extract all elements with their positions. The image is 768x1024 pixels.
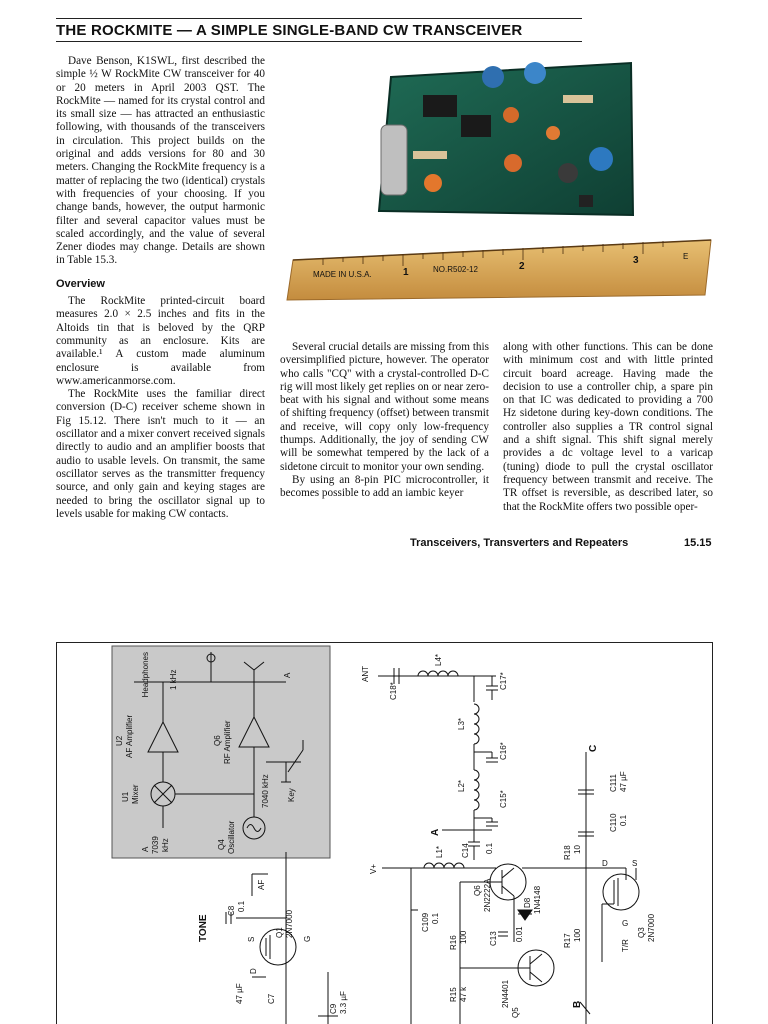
label-ant: ANT (361, 666, 370, 682)
label-key: Key (287, 788, 296, 802)
label-c9: C9 (329, 1003, 338, 1014)
ruler-model: NO.R502-12 (433, 265, 478, 274)
label-r17-value: 100 (573, 928, 582, 942)
overview-heading: Overview (56, 277, 105, 290)
ruler-made-in: MADE IN U.S.A. (313, 270, 372, 279)
circuit-board (379, 63, 633, 215)
label-q1-d: D (249, 968, 258, 974)
label-q1-g: G (303, 935, 312, 942)
label-freq-a: A (141, 846, 150, 852)
label-q6-block: Q6 (213, 735, 222, 746)
label-q3-d: D (602, 859, 608, 868)
label-rf-amplifier: RF Amplifier (223, 720, 232, 764)
label-c14-value: 0.1 (485, 842, 494, 854)
label-l1: L1* (435, 845, 444, 858)
label-tr: T/R (621, 939, 630, 952)
label-c14: C14 (461, 843, 470, 858)
label-q6: Q6 (473, 885, 482, 896)
resistor-1 (563, 95, 593, 103)
capacitor-orange-1 (503, 107, 519, 123)
label-c15: C15* (499, 790, 508, 808)
label-q3-s: S (632, 859, 638, 868)
label-c110-value: 0.1 (619, 814, 628, 826)
label-c17: C17* (499, 672, 508, 690)
schematic-figure (56, 642, 713, 1024)
article-title: THE ROCKMITE — A SIMPLE SINGLE-BAND CW TRANSCEIVER (56, 22, 523, 39)
label-c111-value: 47 µF (619, 771, 628, 792)
col2-paragraph-1: Several crucial details are missing from this oversimplified picture, however. The operator who calls "CQ" with a crystal-controlled D-C rig will most likely get replies on or near zero-beat with his signal and without some means of shifting frequency (offset) between transmit and receive, will copy only low-frequency thumps. Additionally, the joy of sending CW will be somewhat tempered by the lack of a sidetone circuit to monitor your own sending. (280, 341, 489, 473)
label-vplus: V+ (369, 863, 378, 874)
label-1n4148: 1N4148 (533, 885, 542, 914)
overview-paragraph: The RockMite printed-circuit board measures 2.0 × 2.5 inches and fits in the Altoids tin that is beloved by the QRP community as an enclosure. Kits are available.¹ A custom made aluminum enclosure is available from www.americanmorse.com. (56, 295, 265, 387)
label-7039: 7039 (151, 836, 160, 854)
ruler-end-letter: E (683, 252, 689, 261)
label-c8-value: 0.1 (237, 900, 246, 912)
ruler-mark-1: 1 (403, 267, 409, 278)
label-l4: L4* (434, 653, 443, 666)
label-c109: C109 (421, 912, 430, 932)
label-headphones: Headphones (141, 652, 150, 698)
label-a-node: A (430, 828, 441, 836)
label-u1: U1 (121, 791, 130, 802)
label-q3: Q3 (637, 927, 646, 938)
label-c13-value: 0.01 (515, 926, 524, 942)
label-c18: C18* (389, 682, 398, 700)
dc-receiver-paragraph: The RockMite uses the familiar direct conversion (D-C) receiver scheme shown in Fig 15.12. There isn't much to it — an oscillator and a mixer convert received signals directly to audio and an amplifier boosts that audio to usable levels. On transmit, the same oscillator serves as the transmitter frequency source, and only gain and keying stages are needed to bring the oscillator signal up to levels usable for making CW contacts. (56, 388, 265, 520)
label-c9-value: 3.3 µF (339, 991, 348, 1014)
rockmite-photo (283, 55, 713, 305)
ic-chip-2 (461, 115, 491, 137)
column-2 (280, 341, 489, 501)
label-r15-value: 47 k (459, 986, 468, 1002)
capacitor-orange-3 (504, 154, 522, 172)
ruler-mark-3: 3 (633, 255, 639, 266)
label-u2: U2 (115, 735, 124, 746)
ic-chip-1 (423, 95, 457, 117)
label-7040khz: 7040 kHz (261, 774, 270, 808)
label-r16-value: 100 (459, 930, 468, 944)
label-q4: Q4 (217, 839, 226, 850)
label-c7-value: 47 µF (235, 983, 244, 1004)
label-l2: L2* (457, 779, 466, 792)
label-2n7000-q3: 2N7000 (647, 913, 656, 942)
label-q1: Q1 (275, 927, 284, 938)
label-c-node: C (588, 744, 599, 752)
label-q1-s: S (247, 936, 256, 942)
label-c16: C16* (499, 742, 508, 760)
label-d8: D8 (523, 897, 532, 908)
label-c111: C111 (609, 774, 618, 792)
transistor-q3 (579, 195, 593, 207)
label-c110: C110 (609, 813, 618, 832)
capacitor-blue-1 (482, 66, 504, 88)
label-2n4401: 2N4401 (501, 979, 510, 1008)
column-1 (56, 55, 265, 521)
capacitor-blue-2 (524, 62, 546, 84)
capacitor-orange-4 (424, 174, 442, 192)
label-tone: TONE (198, 914, 209, 942)
resistor-2 (413, 151, 447, 159)
intro-paragraph: Dave Benson, K1SWL, first described the simple ½ W RockMite CW transceiver for 40 or 20 meters in April 2003 QST. The RockMite — named for its crystal control and its small size — has attracted an enthusiastic following, with thousands of the transceivers in circulation. This project builds on the original and adds versions for 80 and 30 meters. Changing the RockMite frequency is a matter of replacing the two (identical) crystals with frequencies of your choosing. If you change bands, however, the output harmonic filter and several capacitor values must be scaled accordingly, and the value of several Zener diodes may change. Details are shown in Table 15.3. (56, 55, 265, 267)
label-1khz: 1 kHz (169, 669, 178, 690)
label-r16: R16 (449, 935, 458, 950)
label-b-node: B (572, 1000, 583, 1008)
label-c7: C7 (267, 993, 276, 1004)
label-q5: Q5 (511, 1007, 520, 1018)
capacitor-blue-3 (589, 147, 613, 171)
column-3 (503, 341, 713, 514)
label-af: AF (257, 879, 266, 890)
col2-paragraph-2: By using an 8-pin PIC microcontroller, it becomes possible to add an iambic keyer (280, 473, 489, 500)
page-number: 15.15 (684, 537, 712, 549)
title-rule (56, 41, 582, 42)
label-2n2222a: 2N2222A (483, 878, 492, 912)
ruler-mark-2: 2 (519, 261, 525, 272)
label-c109-value: 0.1 (431, 912, 440, 924)
label-r18-value: 10 (573, 845, 582, 854)
capacitor-orange-2 (546, 126, 560, 140)
running-footer: Transceivers, Transverters and Repeaters (410, 537, 629, 549)
toroid (558, 163, 578, 183)
label-r17: R17 (563, 933, 572, 948)
label-r15: R15 (449, 987, 458, 1002)
label-c13: C13 (489, 931, 498, 946)
label-c8: C8 (227, 905, 236, 916)
label-l3: L3* (457, 717, 466, 730)
label-a-block: A (283, 672, 292, 678)
col3-paragraph-1: along with other functions. This can be done with minimum cost and with little printed circuit board acreage. Having made the decision to use a controller chip, a spare pin on that IC was dedicated to providing a 700 Hz sidetone during key-down conditions. The controller also supplies a TR control signal and a shift signal. This shift signal merely provides a dc voltage level to a varicap (tuning) diode to pull the crystal oscillator frequency between transmit and receive. The TR offset is reversible, as described later, so that the RockMite offers two possible oper- (503, 341, 713, 513)
label-af-amplifier: AF Amplifier (125, 714, 134, 758)
label-r18: R18 (563, 845, 572, 860)
top-rule (56, 18, 582, 19)
label-khz: kHz (161, 838, 170, 852)
label-q3-g: G (622, 919, 629, 928)
label-oscillator: Oscillator (227, 820, 236, 854)
crystal-left (381, 125, 407, 195)
label-mixer: Mixer (131, 784, 140, 804)
label-2n7000-q1: 2N7000 (285, 909, 294, 938)
